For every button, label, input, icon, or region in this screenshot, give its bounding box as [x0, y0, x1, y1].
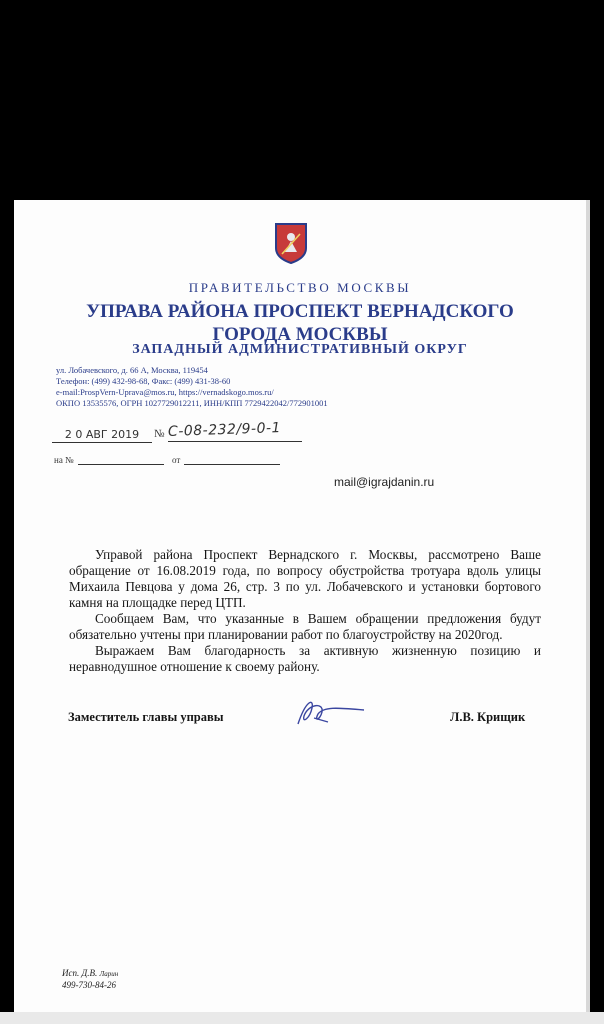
- signer-position: Заместитель главы управы: [68, 710, 224, 724]
- body-paragraph: Выражаем Вам благодарность за активную жизненную позицию и неравнодушное отношение к своему району.: [69, 643, 541, 674]
- organization-name: [14, 300, 586, 346]
- signer-name: Л.В. Крищик: [450, 710, 526, 724]
- executor-surname: Ларин: [99, 970, 119, 978]
- outgoing-number-handwritten: С-08-232/9-0-1: [167, 420, 282, 440]
- body-paragraph: Сообщаем Вам, что указанные в Вашем обращении предложения будут обязательно учтены при планировании работ по благоустройству на 2020год.: [69, 611, 541, 642]
- outgoing-date-stamp: 2 0 АВГ 2019: [52, 428, 152, 443]
- executor-line: [62, 968, 118, 980]
- reference-date-label: от: [172, 455, 181, 465]
- reference-number-line: [78, 464, 164, 465]
- contact-email: e-mail:ProspVern-Uprava@mos.ru, https://vernadskogo.mos.ru/: [56, 387, 274, 397]
- executor-label: Исп. Д.В.: [62, 968, 98, 978]
- moscow-coat-of-arms-icon: [274, 222, 308, 264]
- okrug-title: ЗАПАДНЫЙ АДМИНИСТРАТИВНЫЙ ОКРУГ: [132, 342, 468, 357]
- outgoing-number-underline: [168, 441, 302, 442]
- contact-registry-codes: ОКПО 13535576, ОГРН 1027729012211, ИНН/КПП 7729422042/772901001: [56, 398, 328, 408]
- government-title: ПРАВИТЕЛЬСТВО МОСКВЫ: [188, 280, 412, 295]
- page-edge-shadow: [586, 200, 590, 1012]
- letter-body: [69, 547, 541, 675]
- organization-name-line2: ГОРОДА МОСКВЫ: [212, 324, 388, 345]
- contact-details: [56, 365, 328, 409]
- number-label: №: [154, 428, 165, 440]
- letter-page: [14, 200, 586, 1012]
- contact-phone: Телефон: (499) 432-98-68, Факс: (499) 431-38-60: [56, 376, 231, 386]
- reference-number-label: на №: [54, 455, 74, 465]
- executor-phone: 499-730-84-26: [62, 980, 116, 990]
- organization-name-line1: УПРАВА РАЙОНА ПРОСПЕКТ ВЕРНАДСКОГО: [86, 301, 514, 322]
- scan-bottom-band: [0, 1012, 604, 1024]
- contact-address: ул. Лобачевского, д. 66 А, Москва, 119454: [56, 365, 208, 375]
- recipient-email: mail@igrajdanin.ru: [334, 475, 435, 489]
- handwritten-signature: [284, 694, 374, 732]
- body-paragraph: Управой района Проспект Вернадского г. Москвы, рассмотрено Ваше обращение от 16.08.2019 года, по вопросу обустройства тротуара вдоль улицы Михаила Певцова у дома 26, стр. 3 по ул. Лобачевского и установки бортового камня на площадке перед ЦТП.: [69, 547, 541, 610]
- executor-info: [62, 968, 118, 991]
- reference-date-line: [184, 464, 280, 465]
